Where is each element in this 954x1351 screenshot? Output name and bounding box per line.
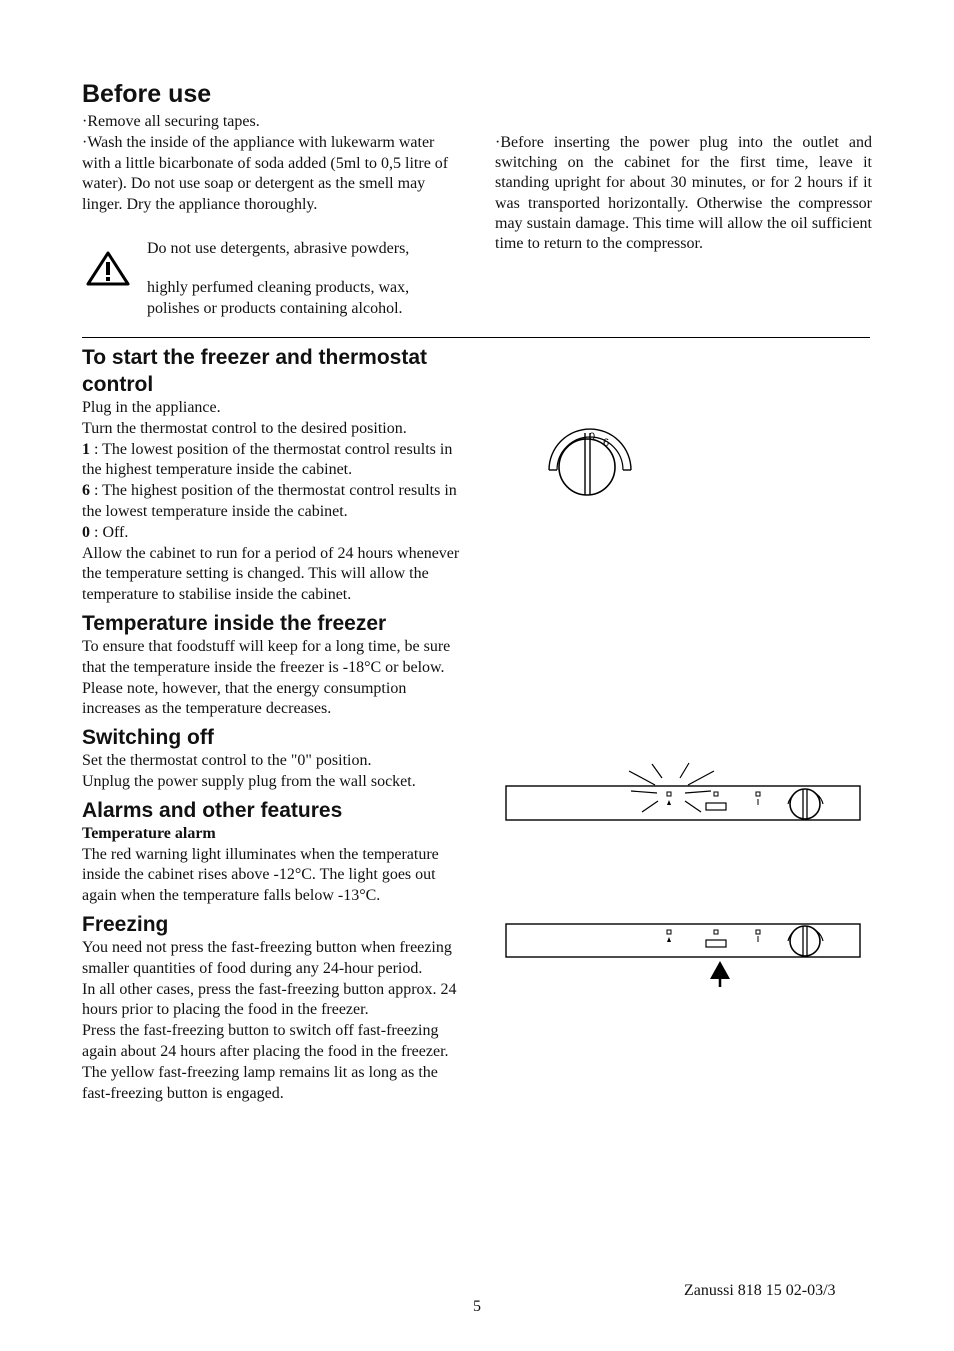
red-warning-light — [667, 792, 671, 796]
alarms-title: Alarms and other features — [82, 798, 343, 822]
warning-light-symbol-2 — [667, 937, 671, 942]
temperature-text: To ensure that foodstuff will keep for a long time, be sure that the temperature inside the freezer is -18°C or below. Please note, however, that the energy consumption increases as the temperature decreases. — [82, 637, 451, 718]
position-6-desc: : The highest position of the thermostat control results in the lowest temperature inside the cabinet. — [82, 482, 457, 520]
remove-tapes-text: ·Remove all securing tapes. — [82, 113, 260, 130]
warning-triangle-icon — [86, 250, 134, 286]
run-24h-text: Allow the cabinet to run for a period of 24 hours whenever the temperature setting is changed. This will allow the temperature to stabilise inside the cabinet. — [82, 544, 460, 604]
green-power-light — [756, 792, 760, 796]
red-warning-light-2 — [667, 930, 671, 934]
position-1-text — [82, 440, 464, 482]
start-freezer-title: To start the freezer and thermostat control — [82, 346, 428, 396]
wash-instructions-text: ·Wash the inside of the appliance with lukewarm water with a little bicarbonate of soda added (5ml to 0,5 litre of water). Do not use soap or detergent as the smell may linger. Dry the appliance thoroughly. — [82, 133, 449, 214]
before-use-left-column — [82, 112, 458, 216]
control-panel-alarm-figure — [505, 760, 865, 830]
document-reference: Zanussi 818 15 02-03/3 — [684, 1282, 836, 1299]
switching-off-title: Switching off — [82, 726, 214, 750]
freezing-paragraph-1: You need not press the fast-freezing button when freezing smaller quantities of food during any 24-hour period. — [82, 938, 452, 977]
green-power-light-2 — [756, 930, 760, 934]
main-left-column — [82, 344, 464, 1104]
temperature-title: Temperature inside the freezer — [82, 611, 387, 635]
warning-line-2: highly perfumed cleaning products, wax, polishes or products containing alcohol. — [147, 278, 410, 317]
position-6-text — [82, 481, 464, 523]
temperature-alarm-text: The red warning light illuminates when the temperature inside the cabinet rises above -12°C. The light goes out again when the temperature falls below -13°C. — [82, 845, 439, 905]
switching-off-line-1: Set the thermostat control to the "0" position. — [82, 752, 372, 770]
position-6-key: 6 — [82, 482, 90, 500]
freezing-paragraph-3: Press the fast-freezing button to switch off fast-freezing again about 24 hours after placing the food in the freezer. — [82, 1022, 449, 1060]
flashing-rays-icon — [629, 763, 714, 812]
thermostat-dial-icon — [543, 425, 643, 505]
dial-label-zero: 0 — [589, 431, 596, 443]
freezing-paragraph-4: The yellow fast-freezing lamp remains lit as long as the fast-freezing button is engaged. — [82, 1063, 438, 1102]
panel-thermostat-knob-2 — [788, 926, 823, 956]
position-0-key: 0 — [82, 523, 90, 541]
page-number: 5 — [473, 1298, 481, 1315]
section-divider — [82, 337, 870, 338]
freezing-title: Freezing — [82, 912, 169, 936]
panel-thermostat-knob — [788, 789, 823, 819]
before-use-right-column — [495, 133, 872, 254]
fast-freeze-button — [706, 803, 726, 810]
position-0-desc: : Off. — [90, 523, 129, 541]
control-panel-freezing-figure — [505, 920, 865, 990]
dial-label-six: 6 — [603, 437, 610, 449]
before-use-title: Before use — [82, 80, 212, 108]
yellow-fast-freeze-light — [714, 792, 718, 796]
fast-freeze-button-2 — [706, 940, 726, 947]
power-plug-text: ·Before inserting the power plug into the outlet and switching on the cabinet for the first time, leave it standing upright for about 30 minutes, or for 2 hours if it was transported horizontally. Otherwise the compressor may sustain damage. This time will allow the oil sufficient time to return to the compressor. — [495, 134, 872, 253]
warning-light-symbol — [667, 800, 671, 805]
turn-thermostat-text: Turn the thermostat control to the desired position. — [82, 419, 407, 437]
position-0-text — [82, 523, 464, 544]
freezing-paragraph-2: In all other cases, press the fast-freezing button approx. 24 hours prior to placing the food in the freezer. — [82, 980, 457, 1019]
yellow-fast-freeze-light-2 — [714, 930, 718, 934]
temperature-alarm-subtitle: Temperature alarm — [82, 824, 216, 842]
arrow-up-icon — [710, 961, 730, 987]
plug-in-text: Plug in the appliance. — [82, 399, 221, 416]
warning-line-1: Do not use detergents, abrasive powders, — [147, 240, 410, 257]
position-1-key: 1 — [82, 440, 90, 458]
warning-block — [147, 239, 447, 319]
position-1-desc: : The lowest position of the thermostat control results in the highest temperature inside the cabinet. — [82, 440, 453, 479]
switching-off-line-2: Unplug the power supply plug from the wall socket. — [82, 772, 416, 790]
